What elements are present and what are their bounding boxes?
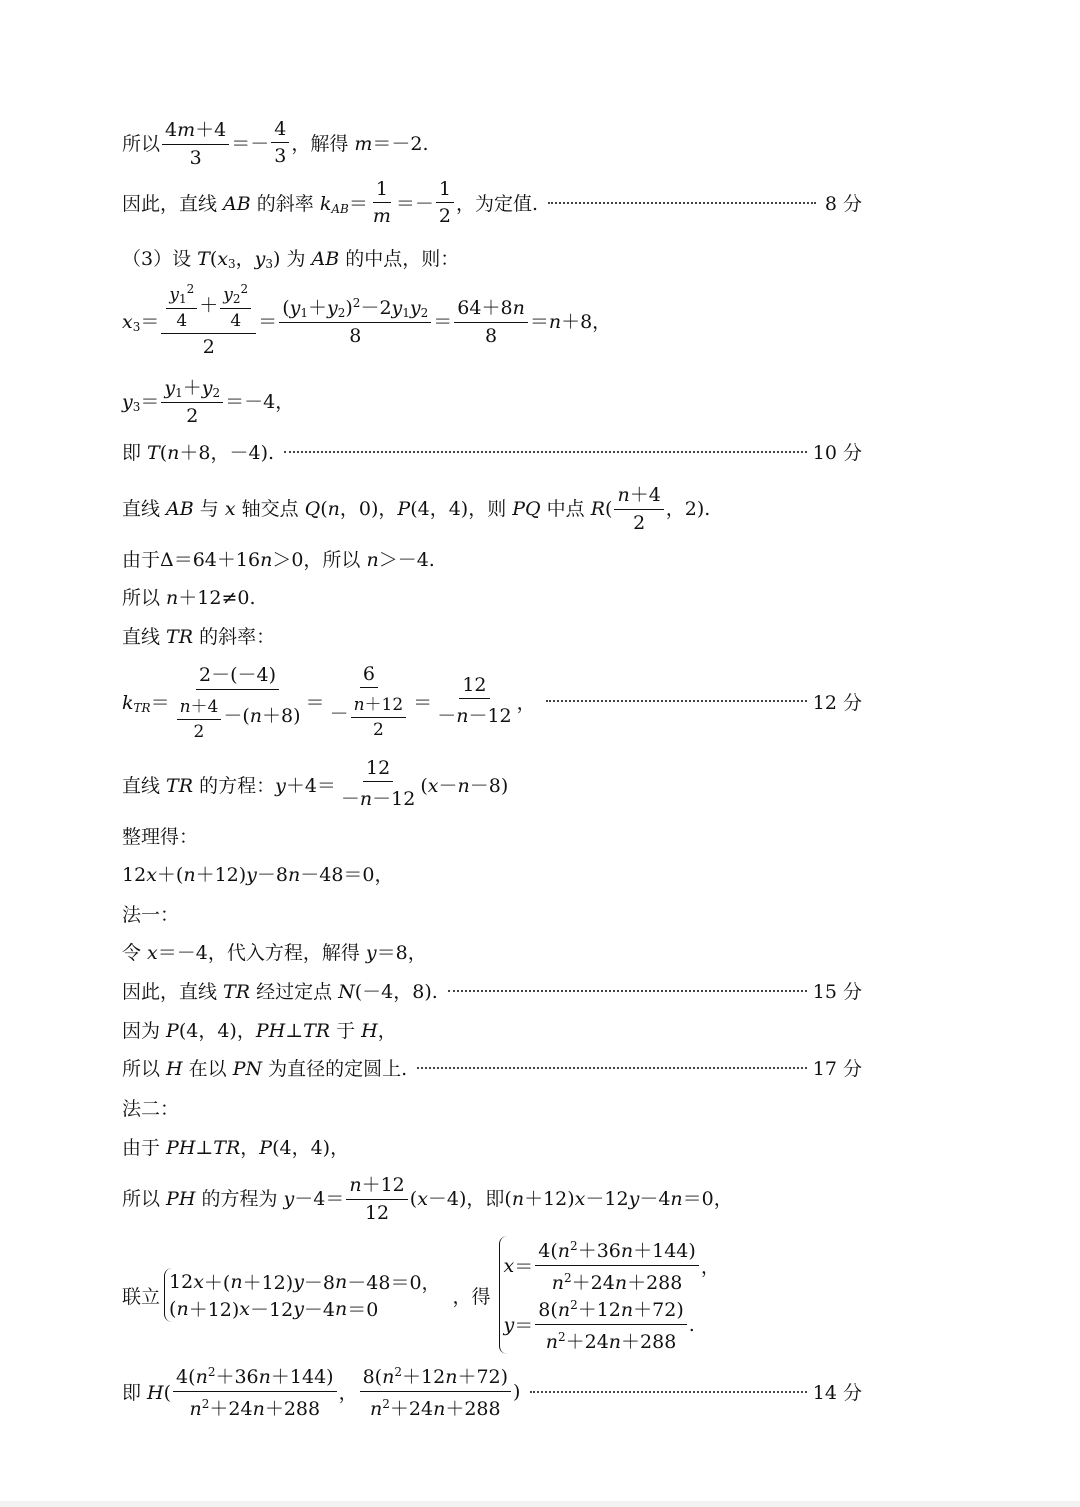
line-ph-perp: 因为 P(4，4)，PH⊥TR 于 H， [122, 1020, 397, 1042]
line-tr-equation: 直线 TR 的方程：y＋4＝ $\frac{12}{-n-12}$ (x－n－8) [122, 757, 509, 810]
score-17: 17 分 [812, 1058, 862, 1080]
line-k-tr: $k_{TR}=$ 2－(－4) $\frac{n+4}{2}$ －(n＋8) ＝ 6 － $\frac{n+12}{2}$ ＝ $\frac{12}{-n-12}$ ， 12 分 [122, 660, 862, 742]
line-ph-equation: 所以 PH 的方程为 y－4＝ $\frac{n+12}{12}$ (x－4)，即(n＋12)x－12y－4n＝0， [122, 1170, 862, 1224]
line-since-perp: 由于 PH⊥TR，P(4，4)， [122, 1137, 350, 1159]
line-tr-slope-label: 直线 TR 的斜率： [122, 626, 276, 648]
line-discriminant: 由于Δ＝64＋16n＞0，所以 n＞－4. [122, 549, 435, 571]
line-method1: 法一： [122, 904, 180, 926]
line-h-point: 即 H( $\frac{4(n^2+36n+144)}{n^2+24n+288}$ ， $\frac{8(n^2+12n+72)}{n^2+24n+288}$ ) 14 分 [122, 1362, 862, 1421]
score-14: 14 分 [812, 1382, 862, 1404]
line-part3: （3）设 $T(x_3$，$y_3$) 为 AB 的中点，则： [122, 248, 460, 271]
line-method2: 法二： [122, 1098, 180, 1120]
dot-leader [284, 451, 807, 453]
line-solve-m: 所以 $\frac{4m+4}{3}$ ＝－ $\frac{4}{3}$ ，解得 m＝－2. [122, 115, 862, 169]
dot-leader [417, 1067, 807, 1069]
system-brace-left: 12 x ＋( n ＋12) y －8 n －48＝0， ( n ＋12) x －12 y －4 n ＝0 [164, 1268, 441, 1322]
line-x3: $x_3=$ $\frac{y_1^2}{4}$ ＋ $\frac{y_2^2}{4}$ 2 ＝ $\frac{(y_1+y_2)^2-2y_1y_2}{8}$ ＝ $\frac{64+8n}{8}$ ＝n＋8， [122, 282, 612, 358]
dot-leader [448, 990, 807, 992]
line-y3: $y_3=$ $\frac{y_1+y_2}{2}$ ＝－4， [122, 373, 862, 427]
line-system: 联立 12 x ＋( n ＋12) y －8 n －48＝0， ( n ＋12) x －12 y －4 n ＝0 ，得 x ＝ $\frac{4(n^2+36n+144)}{n^2+24n+288}$ ， y ＝ $\frac{8(n^2+12n+72)}{n^2+24n+288}$ . [122, 1236, 720, 1354]
line-general-eq: 12x＋(n＋12)y－8n－48＝0， [122, 864, 394, 886]
line-circle: 所以 H 在以 PN 为直径的定圆上. 17 分 [122, 1054, 862, 1081]
line-r-midpoint: 直线 AB 与 x 轴交点 Q(n，0)，P(4，4)，则 PQ 中点 R( $\frac{n+4}{2}$ ，2). [122, 480, 862, 534]
dot-leader [548, 202, 816, 204]
score-8: 8 分 [824, 193, 862, 215]
line-let-x: 令 x＝－4，代入方程，解得 y＝8， [122, 942, 427, 964]
score-10: 10 分 [812, 442, 862, 464]
score-12: 12 分 [812, 691, 862, 714]
page-footer-strip [0, 1501, 1080, 1507]
line-slope-ab: 因此，直线 AB 的斜率 $k_{AB}=$ $\frac{1}{m}$ ＝－ $\frac{1}{2}$ ，为定值. 8 分 [122, 178, 862, 227]
dot-leader [546, 700, 807, 702]
score-15: 15 分 [812, 981, 862, 1003]
line-t-point: 即 T(n＋8，－4). 10 分 [122, 438, 862, 465]
line-n12: 所以 n＋12≠0. [122, 587, 256, 609]
dot-leader [530, 1391, 806, 1393]
line-simplify: 整理得： [122, 826, 199, 848]
system-brace-right: x ＝ $\frac{4(n^2+36n+144)}{n^2+24n+288}$ ， y ＝ $\frac{8(n^2+12n+72)}{n^2+24n+288}$ . [499, 1236, 720, 1354]
line-fixed-point: 因此，直线 TR 经过定点 N(－4，8). 15 分 [122, 977, 862, 1004]
